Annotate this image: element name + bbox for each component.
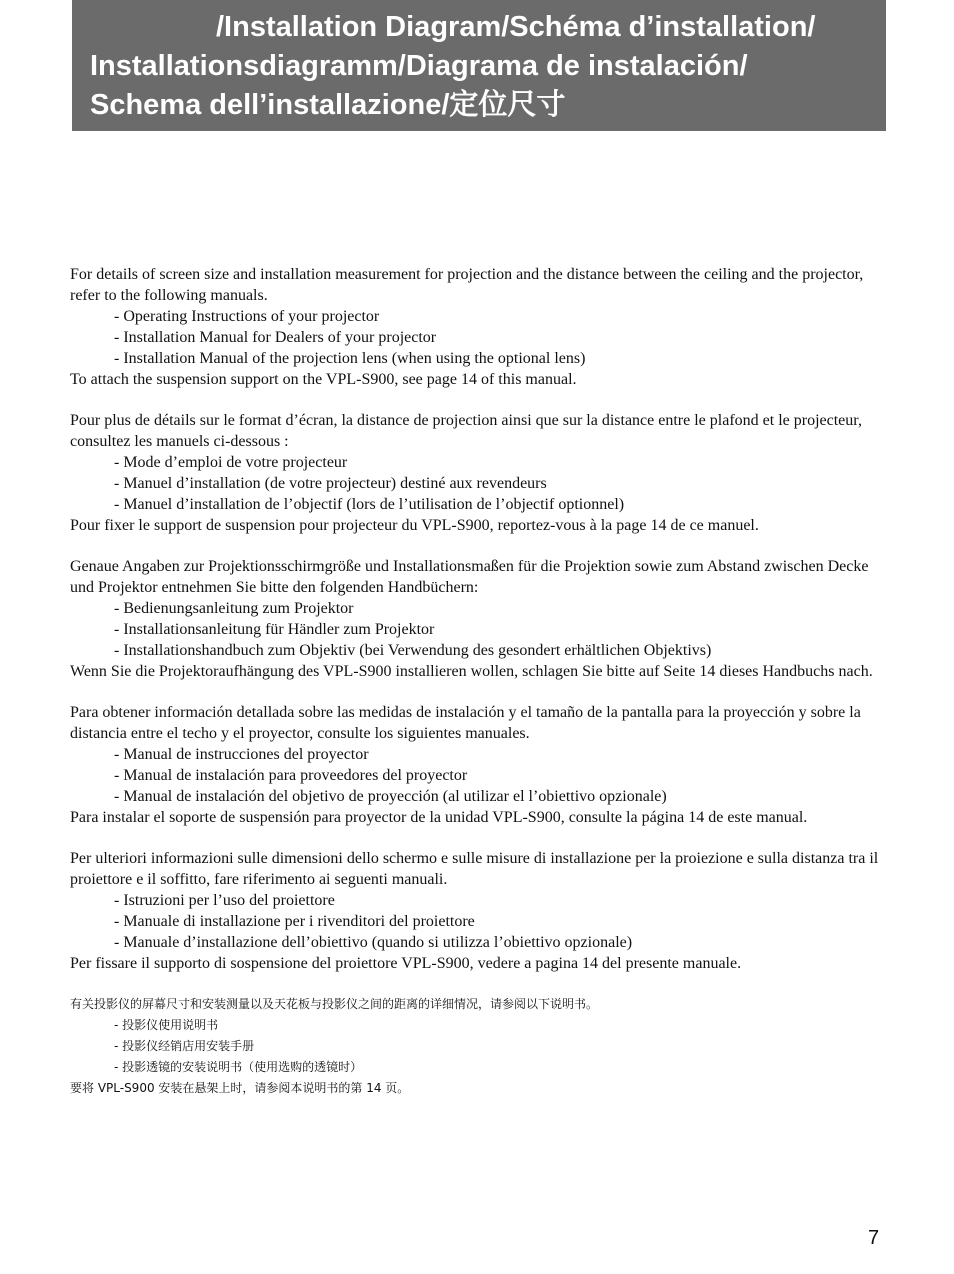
- paragraph-intro: Per ulteriori informazioni sulle dimensioni dello schermo e sulle misure di installazione per la proiezione e sulla distanza tra il proiettore e il soffitto, fare riferimento ai seguenti manuali.: [70, 850, 879, 888]
- paragraph-outro: Para instalar el soporte de suspensión para proyector de la unidad VPL-S900, consulte la página 14 de este manual.: [70, 809, 808, 826]
- paragraph-intro: Para obtener información detallada sobre las medidas de instalación y el tamaño de la pantalla para la proyección y sobre la distancia entre el techo y el proyector, consulte los siguientes manuales.: [70, 704, 861, 742]
- paragraph-german: [70, 556, 886, 682]
- list-item: - Manuale d’installazione dell’obiettivo (quando si utilizza l’obiettivo opzionale): [114, 934, 633, 951]
- paragraph-french: [70, 410, 886, 536]
- paragraph-outro: Per fissare il supporto di sospensione del proiettore VPL-S900, vedere a pagina 14 del presente manuale.: [70, 955, 742, 972]
- paragraph-chinese: [70, 994, 886, 1099]
- header-title-line: Installationsdiagramm/Diagrama de instalación/: [90, 50, 748, 82]
- list-item: - Installationshandbuch zum Objektiv (bei Verwendung des gesondert erhältlichen Objektivs): [114, 642, 712, 659]
- paragraph-intro: Pour plus de détails sur le format d’écran, la distance de projection ainsi que sur la distance entre le plafond et le projecteur, consultez les manuels ci-dessous :: [70, 412, 862, 450]
- header-title-line: /Installation Diagram/Schéma d’installation/: [216, 11, 816, 43]
- paragraph-outro: 要将 VPL-S900 安装在悬架上时，请参阅本说明书的第 14 页。: [70, 1081, 410, 1095]
- list-item: - Manuel d’installation de l’objectif (lors de l’utilisation de l’objectif optionnel): [114, 496, 625, 513]
- paragraph-outro: To attach the suspension support on the VPL-S900, see page 14 of this manual.: [70, 371, 577, 388]
- paragraph-outro: Wenn Sie die Projektoraufhängung des VPL-S900 installieren wollen, schlagen Sie bitte auf Seite 14 dieses Handbuchs nach.: [70, 663, 873, 680]
- paragraph-english: [70, 264, 886, 390]
- list-item: - 投影仪经销店用安装手册: [114, 1039, 255, 1053]
- paragraph-outro: Pour fixer le support de suspension pour projecteur du VPL-S900, reportez-vous à la page 14 de ce manuel.: [70, 517, 759, 534]
- list-item: - Installation Manual of the projection lens (when using the optional lens): [114, 350, 586, 367]
- list-item: - Mode d’emploi de votre projecteur: [114, 454, 348, 471]
- list-item: - Manuel d’installation (de votre projecteur) destiné aux revendeurs: [114, 475, 547, 492]
- list-item: - Bedienungsanleitung zum Projektor: [114, 600, 354, 617]
- section-header: [72, 0, 886, 131]
- list-item: - 投影透镜的安装说明书（使用选购的透镜时）: [114, 1060, 363, 1074]
- list-item: - Manual de instrucciones del proyector: [114, 746, 369, 763]
- manual-list: [70, 744, 886, 807]
- page-number: 7: [868, 1227, 880, 1249]
- paragraph-intro: For details of screen size and installation measurement for projection and the distance between the ceiling and the projector, refer to the following manuals.: [70, 266, 864, 304]
- page-body: [70, 264, 886, 1119]
- paragraph-intro: 有关投影仪的屏幕尺寸和安装测量以及天花板与投影仪之间的距离的详细情况，请参阅以下说明书。: [70, 997, 599, 1011]
- list-item: - Manuale di installazione per i rivenditori del proiettore: [114, 913, 475, 930]
- manual-list: [70, 452, 886, 515]
- list-item: - Manual de instalación para proveedores del proyector: [114, 767, 468, 784]
- paragraph-spanish: [70, 702, 886, 828]
- list-item: - Istruzioni per l’uso del proiettore: [114, 892, 335, 909]
- manual-list: [70, 306, 886, 369]
- paragraph-italian: [70, 848, 886, 974]
- manual-list: [70, 598, 886, 661]
- manual-list: [70, 890, 886, 953]
- header-title-line: Schema dell’installazione/定位尺寸: [90, 89, 566, 121]
- list-item: - Installation Manual for Dealers of your projector: [114, 329, 437, 346]
- paragraph-intro: Genaue Angaben zur Projektionsschirmgröße und Installationsmaßen für die Projektion sowie zum Abstand zwischen Decke und Projektor entnehmen Sie bitte den folgenden Handbüchern:: [70, 558, 869, 596]
- list-item: - Installationsanleitung für Händler zum Projektor: [114, 621, 435, 638]
- list-item: - Operating Instructions of your projector: [114, 308, 380, 325]
- list-item: - 投影仪使用说明书: [114, 1018, 219, 1032]
- manual-list: [70, 1015, 886, 1078]
- list-item: - Manual de instalación del objetivo de proyección (al utilizar el l’obiettivo opzionale): [114, 788, 667, 805]
